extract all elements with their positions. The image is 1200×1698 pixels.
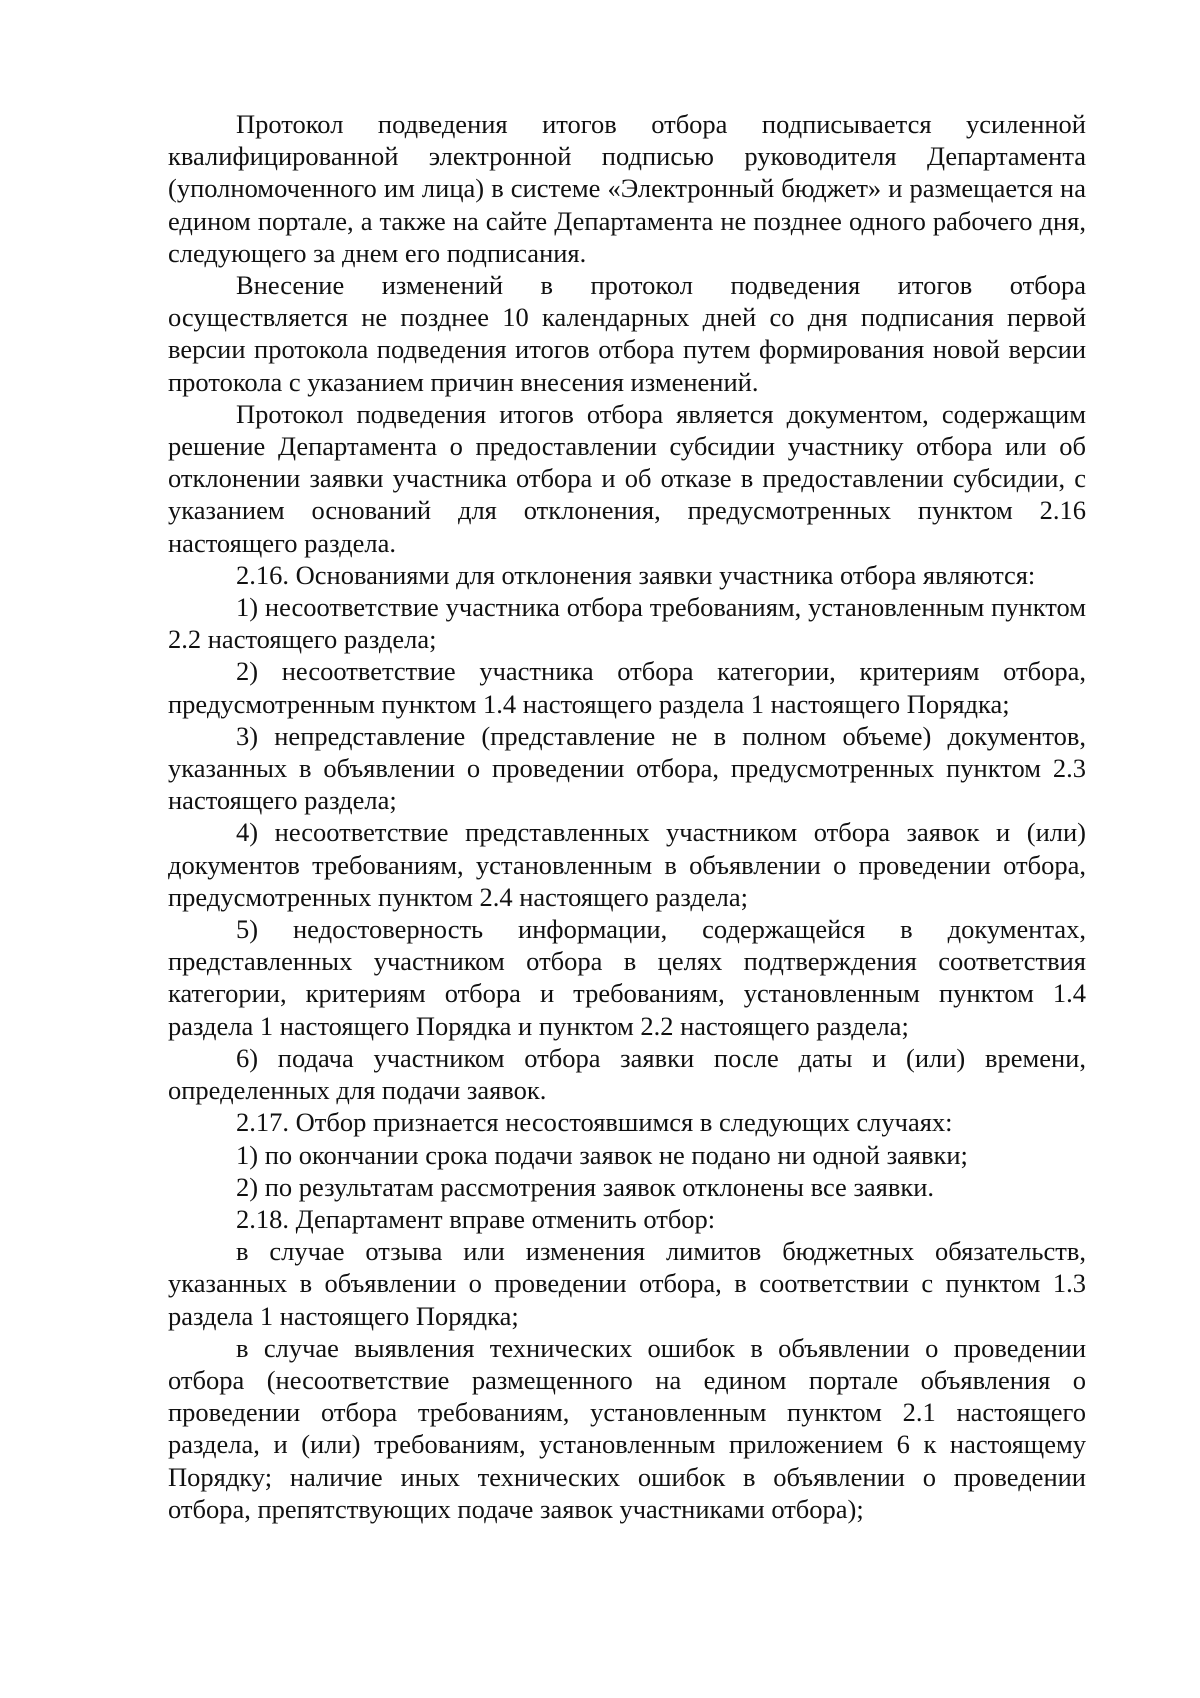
- paragraph-2-17-heading: 2.17. Отбор признается несостоявшимся в следующих случаях:: [236, 1107, 953, 1138]
- paragraph-protocol-definition: Протокол подведения итогов отбора является документом, содержащим решение Департамента о предоставлении субсидии участнику отбора или об отклонении заявки участника отбора и об отказе в предоставлении субсидии, с указанием оснований для отклонения, предусмотренных пунктом 2.16 настоящего раздела.: [168, 398, 1086, 558]
- paragraph-2-16-heading: 2.16. Основаниями для отклонения заявки участника отбора являются:: [236, 559, 1036, 590]
- paragraph-2-16-item-6: 6) подача участником отбора заявки после даты и (или) времени, определенных для подачи заявок.: [168, 1042, 1086, 1106]
- paragraph-2-17-item-2: 2) по результатам рассмотрения заявок отклонены все заявки.: [236, 1171, 935, 1202]
- paragraph-2-18-case-2: в случае выявления технических ошибок в объявлении о проведении отбора (несоответствие размещенного на едином портале объявления о проведении отбора требованиям, установленным пунктом 2.1 настоящего раздела, и (или) требованиям, установленным приложением 6 к настоящему Порядку; наличие иных технических ошибок в объявлении о проведении отбора, препятствующих подаче заявок участниками отбора);: [168, 1332, 1086, 1524]
- paragraph-2-16-item-2: 2) несоответствие участника отбора категории, критериям отбора, предусмотренным пунктом 1.4 настоящего раздела 1 настоящего Порядка;: [168, 656, 1086, 719]
- paragraph-2-16-item-1: 1) несоответствие участника отбора требованиям, установленным пунктом 2.2 настоящего раздела;: [168, 592, 1086, 655]
- document-body: [168, 108, 1086, 1525]
- paragraph-2-16-item-4: 4) несоответствие представленных участником отбора заявок и (или) документов требованиям, установленным в объявлении о проведении отбора, предусмотренных пунктом 2.4 настоящего раздела;: [168, 817, 1086, 912]
- paragraph-2-18-heading: 2.18. Департамент вправе отменить отбор:: [236, 1203, 716, 1234]
- paragraph-protocol-signing: Протокол подведения итогов отбора подписывается усиленной квалифицированной электронной подписью руководителя Департамента (уполномоченного им лица) в системе «Электронный бюджет» и размещается на едином портале, а также на сайте Департамента не позднее одного рабочего дня, следующего за днем его подписания.: [168, 109, 1086, 268]
- paragraph-2-16-item-5: 5) недостоверность информации, содержащейся в документах, представленных участником отбора в целях подтверждения соответствия категории, критериям отбора и требованиям, установленным пунктом 1.4 раздела 1 настоящего Порядка и пунктом 2.2 настоящего раздела;: [168, 914, 1086, 1041]
- paragraph-2-16-item-3: 3) непредставление (представление не в полном объеме) документов, указанных в объявлении о проведении отбора, предусмотренных пунктом 2.3 настоящего раздела;: [168, 720, 1086, 816]
- paragraph-protocol-changes: Внесение изменений в протокол подведения итогов отбора осуществляется не позднее 10 календарных дней со дня подписания первой версии протокола подведения итогов отбора путем формирования новой версии протокола с указанием причин внесения изменений.: [168, 270, 1086, 397]
- paragraph-2-18-case-1: в случае отзыва или изменения лимитов бюджетных обязательств, указанных в объявлении о проведении отбора, в соответствии с пунктом 1.3 раздела 1 настоящего Порядка;: [168, 1236, 1086, 1331]
- paragraph-2-17-item-1: 1) по окончании срока подачи заявок не подано ни одной заявки;: [236, 1139, 968, 1170]
